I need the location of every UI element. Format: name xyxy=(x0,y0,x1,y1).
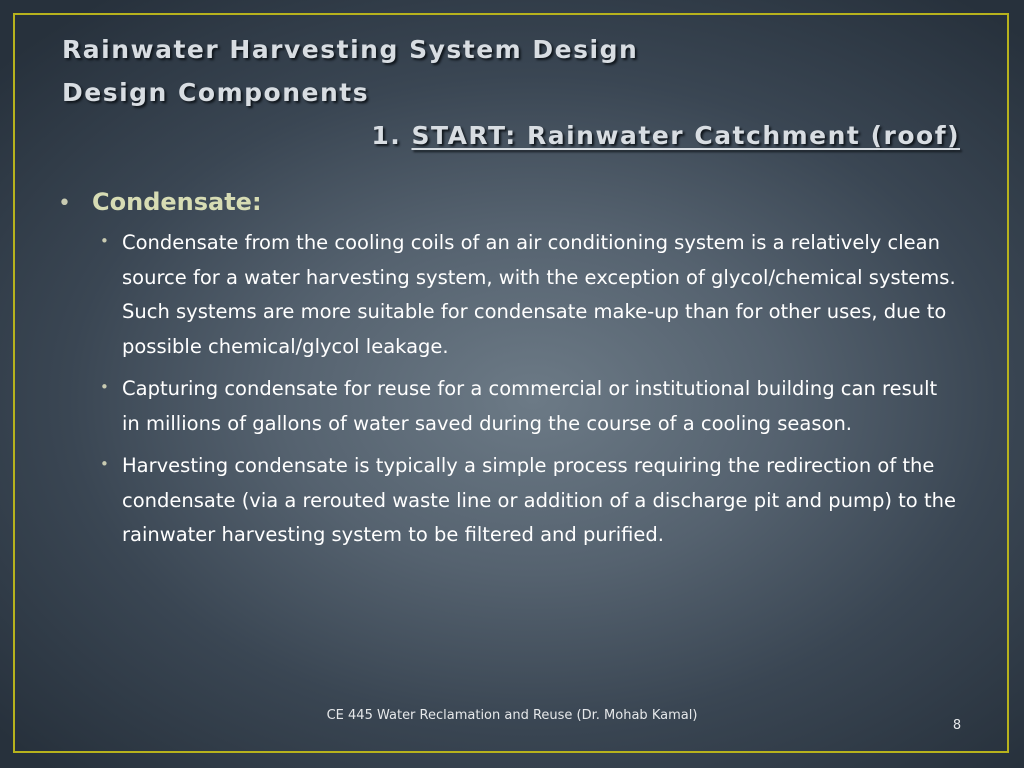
sub-bullet-dot-icon: • xyxy=(100,455,109,473)
sub-bullet-2 xyxy=(100,372,958,441)
title-line-3-prefix: 1. xyxy=(371,121,412,150)
title-line-1: Rainwater Harvesting System Design xyxy=(62,35,639,64)
sub-bullet-dot-icon: • xyxy=(100,378,109,396)
slide-title xyxy=(62,28,962,157)
bullet-condensate xyxy=(58,188,958,216)
sub-bullet-text: Capturing condensate for reuse for a commercial or institutional building can result in millions of gallons of water saved during the course of a cooling season. xyxy=(122,377,938,435)
slide-content xyxy=(58,188,958,561)
bullet-heading: Condensate: xyxy=(92,188,262,216)
sub-bullet-3 xyxy=(100,449,958,553)
sub-bullet-dot-icon: • xyxy=(100,232,109,250)
sub-bullet-text: Condensate from the cooling coils of an air conditioning system is a relatively clean source for a water harvesting system, with the exception of glycol/chemical systems. Such systems are more suitable for condensate make-up than for other uses, due to possible chemical/glycol leakage. xyxy=(122,231,956,358)
bullet-dot-icon: • xyxy=(58,191,71,216)
title-line-3 xyxy=(62,114,962,157)
title-line-3-underlined: START: Rainwater Catchment (roof) xyxy=(411,121,960,150)
slide-footer: CE 445 Water Reclamation and Reuse (Dr. Mohab Kamal) xyxy=(326,708,698,723)
sub-bullet-text: Harvesting condensate is typically a simple process requiring the redirection of the condensate (via a rerouted waste line or addition of a discharge pit and pump) to the rainwater harvesting system to be filtered and purified. xyxy=(122,454,956,546)
title-line-2: Design Components xyxy=(62,78,370,107)
page-number: 8 xyxy=(952,718,962,733)
sub-bullet-1 xyxy=(100,226,958,364)
